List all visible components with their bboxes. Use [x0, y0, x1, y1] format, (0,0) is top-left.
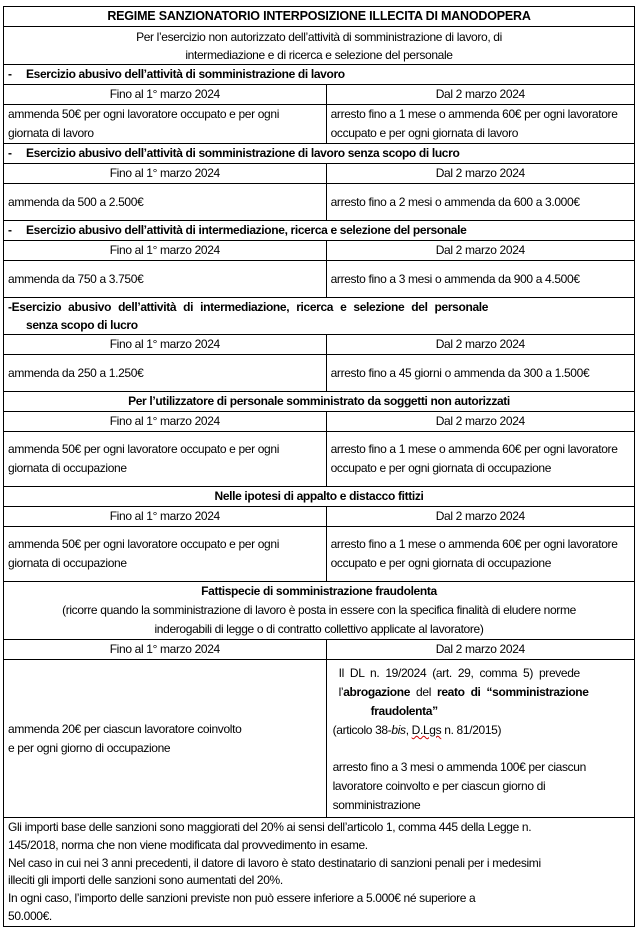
section-heading-continuation: senza scopo di lucro: [26, 318, 138, 332]
abrogation-note-line-1: Il DL n. 19/2024 (art. 29, comma 5) prevede: [338, 666, 580, 680]
column-header-after: Dal 2 marzo 2024: [326, 640, 634, 660]
section-heading: [4, 65, 635, 85]
sanction-before: ammenda da 250 a 1.250€: [4, 355, 327, 392]
column-header-before: Fino al 1° marzo 2024: [4, 164, 327, 184]
sanction-row: [4, 527, 635, 582]
sanction-row: [4, 660, 635, 818]
section-heading: [4, 221, 635, 241]
column-header-after: Dal 2 marzo 2024: [326, 335, 634, 355]
section-heading-block: [4, 582, 635, 640]
note-prefix: l’: [338, 685, 344, 699]
document-title: REGIME SANZIONATORIO INTERPOSIZIONE ILLECITA DI MANODOPERA: [4, 7, 635, 27]
column-header-row: [4, 85, 635, 105]
subtitle-line-2: intermediazione e di ricerca e selezione del personale: [185, 47, 453, 62]
bullet-dash: -: [8, 300, 12, 314]
column-header-row: [4, 335, 635, 355]
section-heading-text: Esercizio abusivo dell’attività di intermediazione, ricerca e selezione del personale: [11, 300, 489, 314]
column-header-row: [4, 507, 635, 527]
column-header-after: Dal 2 marzo 2024: [326, 164, 634, 184]
sanction-after: arresto fino a 1 mese o ammenda 60€ per ogni lavoratore occupato e per ogni giornata di occupazione: [326, 432, 634, 487]
sanction-row: [4, 261, 635, 298]
section-heading: Fattispecie di somministrazione fraudolenta: [201, 584, 437, 598]
sanction-after: arresto fino a 1 mese o ammenda 60€ per ogni lavoratore occupato e per ogni giornata di lavoro: [326, 105, 634, 144]
column-header-row: [4, 164, 635, 184]
section-heading: Per l’utilizzatore di personale somministrato da soggetti non autorizzati: [4, 392, 635, 412]
section-heading-row: [4, 65, 635, 85]
footer-line-4: illeciti gli importi delle sanzioni sono aumentati del 20%.: [8, 873, 283, 888]
section-heading-row: [4, 582, 635, 640]
section-heading-text: Esercizio abusivo dell’attività di intermediazione, ricerca e selezione del personale: [26, 223, 467, 237]
note-abrogation: abrogazione: [343, 685, 411, 699]
bullet-dash: -: [8, 67, 12, 81]
ref-prefix: (articolo 38-: [332, 723, 392, 737]
spellcheck-flagged-word: D.Lgs: [411, 723, 442, 737]
sanction-before: [4, 660, 327, 818]
sanction-after-text: arresto fino a 3 mesi o ammenda 100€ per ciascun lavoratore coinvolto e per ciascun giorno di somministrazione: [332, 760, 586, 812]
ref-suffix: n. 81/2015): [441, 723, 502, 737]
subtitle-line-1: Per l’esercizio non autorizzato dell’attività di somministrazione di lavoro, di: [136, 29, 502, 44]
column-header-after: Dal 2 marzo 2024: [326, 85, 634, 105]
footer-line-5: In ogni caso, l’importo delle sanzioni previste non può essere inferiore a 5.000€ né superiore a: [8, 891, 476, 906]
sanction-before-line-2: e per ogni giorno di occupazione: [8, 740, 171, 755]
footer-notes: [4, 818, 635, 927]
section-heading: [4, 298, 635, 335]
footer-line-6: 50.000€.: [8, 908, 52, 923]
note-crime: reato di “somministrazione: [437, 685, 589, 699]
column-header-before: Fino al 1° marzo 2024: [4, 241, 327, 261]
section-description-line-2: inderogabili di legge o di contratto collettivo applicate al lavoratore): [154, 622, 484, 636]
sanction-after: arresto fino a 45 giorni o ammenda da 300 a 1.500€: [326, 355, 634, 392]
bullet-dash: -: [8, 223, 12, 237]
footer-line-1: Gli importi base delle sanzioni sono maggiorati del 20% ai sensi dell’articolo 1, comma 445 della Legge n.: [8, 820, 532, 834]
section-heading-text: Esercizio abusivo dell’attività di somministrazione di lavoro: [26, 67, 345, 81]
sanction-before: ammenda 50€ per ogni lavoratore occupato e per ogni giornata di occupazione: [4, 432, 327, 487]
sanction-row: [4, 432, 635, 487]
sanction-row: [4, 355, 635, 392]
footer-line-3: Nel caso in cui nei 3 anni precedenti, il datore di lavoro è stato destinatario di sanzioni penali per i medesimi: [8, 855, 541, 870]
column-header-row: [4, 412, 635, 432]
sanctions-table: [3, 6, 635, 927]
column-header-before: Fino al 1° marzo 2024: [4, 335, 327, 355]
sanction-row: [4, 184, 635, 221]
abrogation-note-line-2: [333, 683, 628, 702]
footer-row: [4, 818, 635, 927]
sanction-after: arresto fino a 2 mesi o ammenda da 600 a 3.000€: [326, 184, 634, 221]
bullet-dash: -: [8, 146, 12, 160]
column-header-after: Dal 2 marzo 2024: [326, 412, 634, 432]
section-heading: [4, 144, 635, 164]
sanction-before: ammenda 50€ per ogni lavoratore occupato e per ogni giornata di occupazione: [4, 527, 327, 582]
document-subtitle: [4, 27, 635, 65]
abrogation-note-line-3: fraudolenta”: [370, 704, 438, 718]
sanction-before-line-1: ammenda 20€ per ciascun lavoratore coinvolto: [8, 721, 242, 736]
section-heading-row: [4, 392, 635, 412]
column-header-before: Fino al 1° marzo 2024: [4, 640, 327, 660]
sanction-before: ammenda da 500 a 2.500€: [4, 184, 327, 221]
section-heading-text: Esercizio abusivo dell’attività di somministrazione di lavoro senza scopo di lucro: [26, 146, 460, 160]
column-header-after: Dal 2 marzo 2024: [326, 507, 634, 527]
sanction-after: arresto fino a 3 mesi o ammenda da 900 a 4.500€: [326, 261, 634, 298]
column-header-before: Fino al 1° marzo 2024: [4, 85, 327, 105]
section-heading-row: [4, 298, 635, 335]
subtitle-row: [4, 27, 635, 65]
sanction-before: ammenda da 750 a 3.750€: [4, 261, 327, 298]
section-heading-row: [4, 487, 635, 507]
section-heading: Nelle ipotesi di appalto e distacco fittizi: [4, 487, 635, 507]
sanction-before: ammenda 50€ per ogni lavoratore occupato e per ogni giornata di lavoro: [4, 105, 327, 144]
note-mid: del: [410, 685, 437, 699]
title-row: [4, 7, 635, 27]
ref-mid: ,: [405, 723, 412, 737]
section-heading-row: [4, 221, 635, 241]
sanction-after: arresto fino a 1 mese o ammenda 60€ per ogni lavoratore occupato e per ogni giornata di occupazione: [326, 527, 634, 582]
ref-italic: bis: [391, 723, 406, 737]
column-header-before: Fino al 1° marzo 2024: [4, 507, 327, 527]
column-header-before: Fino al 1° marzo 2024: [4, 412, 327, 432]
legal-reference: [333, 721, 628, 740]
footer-line-2: 145/2018, norma che non viene modificata dal provvedimento in esame.: [8, 837, 368, 852]
sanctions-document: [3, 6, 635, 927]
sanction-row: [4, 105, 635, 144]
column-header-row: [4, 640, 635, 660]
column-header-row: [4, 241, 635, 261]
column-header-after: Dal 2 marzo 2024: [326, 241, 634, 261]
sanction-after: [326, 660, 634, 818]
section-description-line-1: (ricorre quando la somministrazione di lavoro è posta in essere con la specifica finalità di eludere norme: [62, 603, 576, 617]
section-heading-row: [4, 144, 635, 164]
